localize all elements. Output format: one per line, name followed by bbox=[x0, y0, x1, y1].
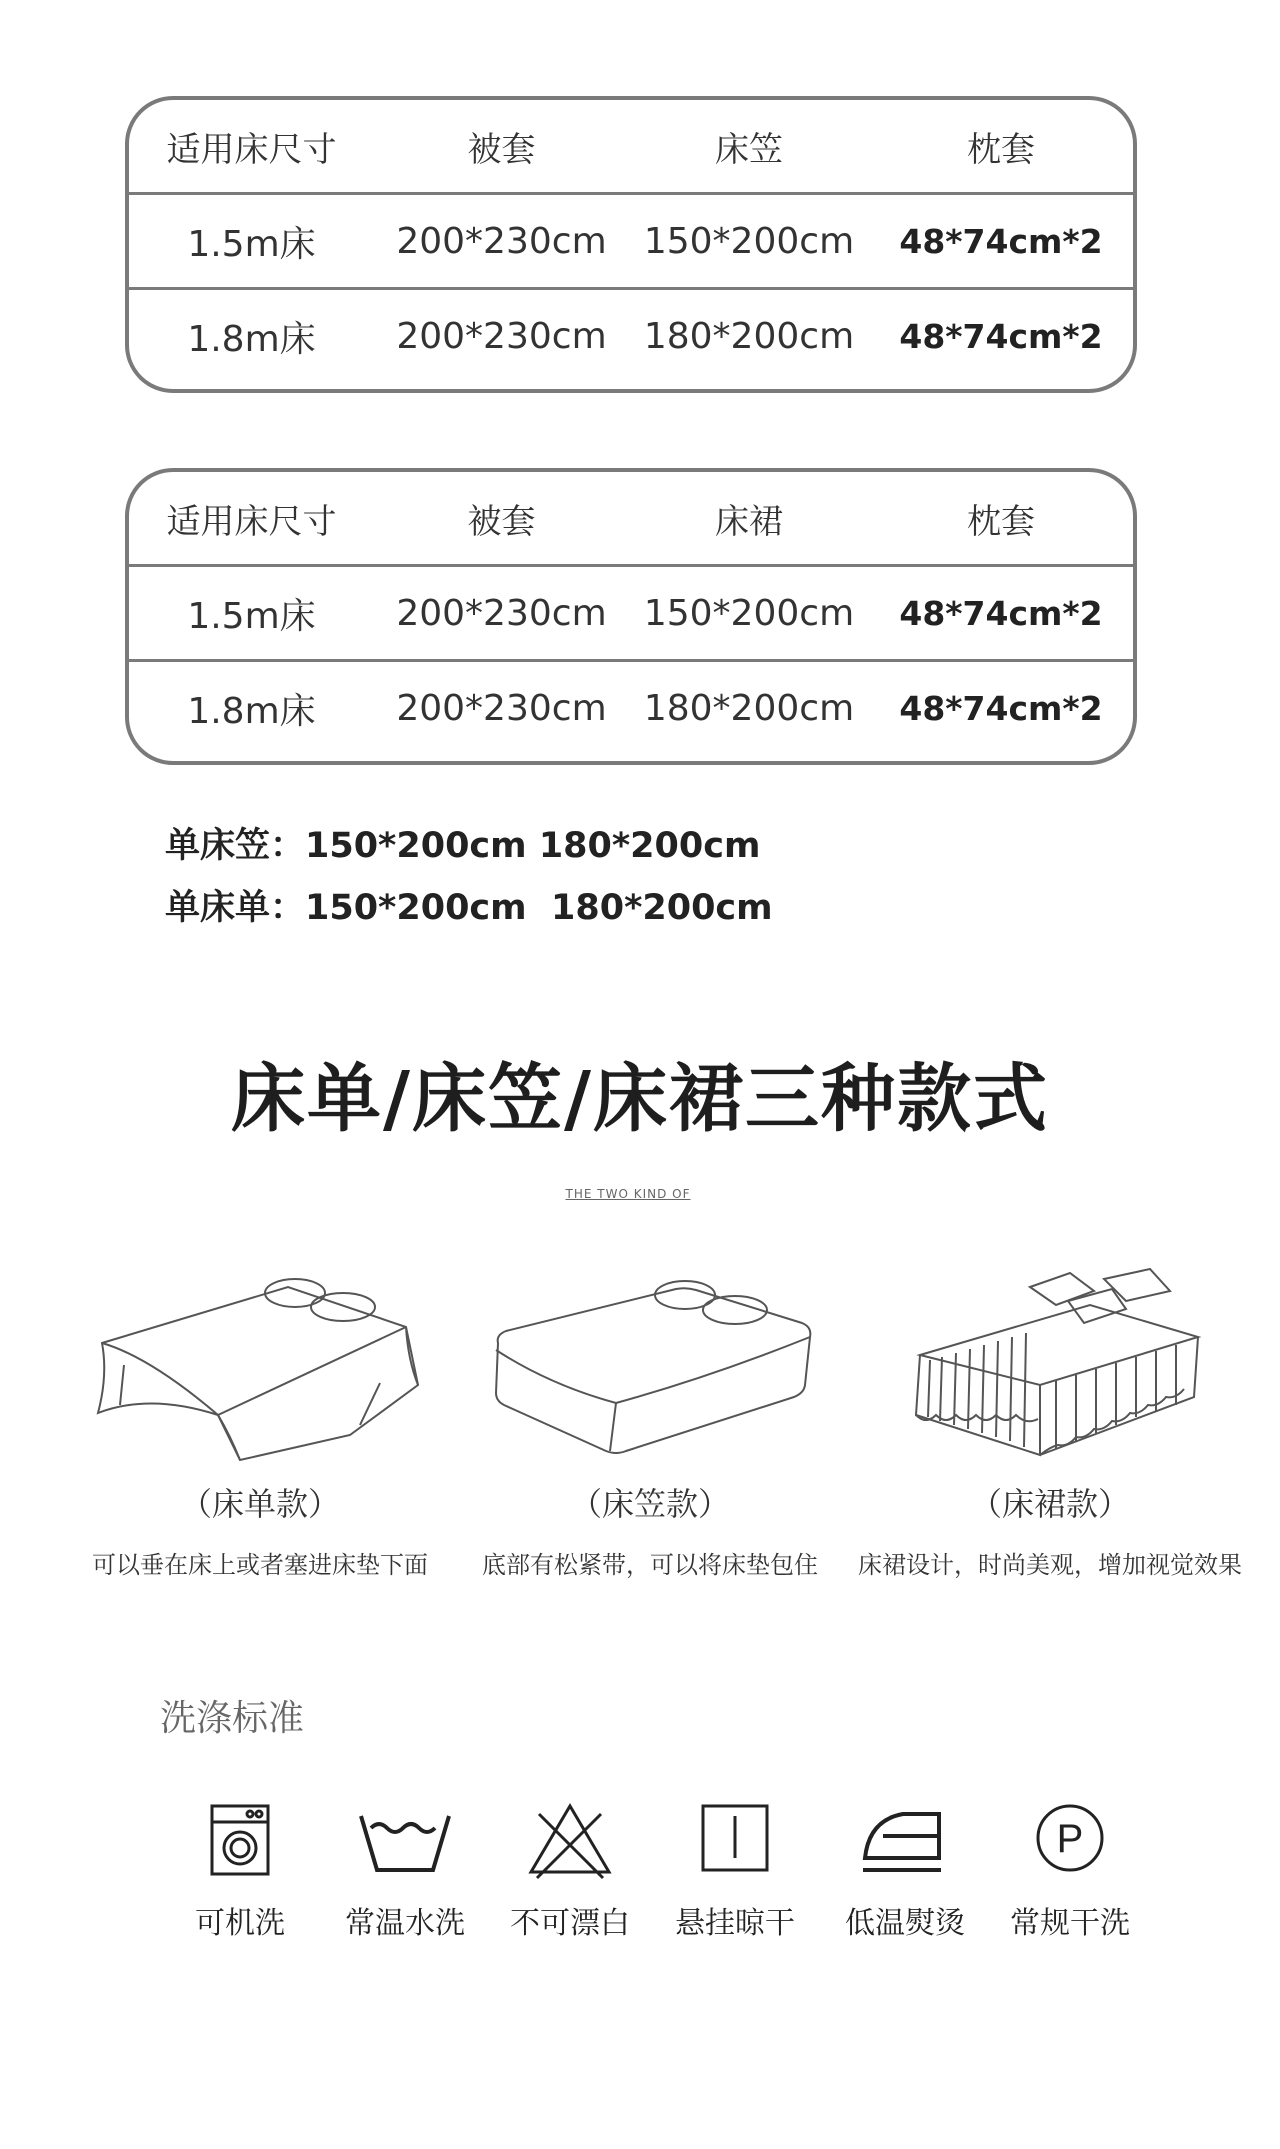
style-name: （床单款） bbox=[179, 1485, 340, 1523]
no-bleach-icon bbox=[525, 1800, 615, 1880]
dry-clean-icon bbox=[1030, 1800, 1110, 1880]
table-header-row bbox=[129, 100, 1133, 192]
style-name: （床裙款） bbox=[969, 1485, 1130, 1523]
table-cell: 48*74cm*2 bbox=[899, 221, 1103, 261]
single-fitted-sizes: 单床笠：150*200cm 180*200cm bbox=[165, 826, 761, 866]
bed-skirt-bed-icon bbox=[880, 1265, 1220, 1465]
single-sheet-sizes: 单床单：150*200cm 180*200cm bbox=[165, 888, 773, 928]
table-cell: 150*200cm bbox=[643, 592, 855, 634]
fitted-sheet-bed-icon bbox=[480, 1265, 820, 1465]
washing-machine-icon bbox=[200, 1800, 280, 1880]
header-cell: 适用床尺寸 bbox=[166, 129, 337, 170]
table-cell: 200*230cm bbox=[396, 687, 607, 729]
header-cell: 床笠 bbox=[715, 129, 783, 170]
table-cell: 1.8m床 bbox=[187, 318, 316, 360]
care-item-no-bleach bbox=[495, 1800, 645, 1942]
care-label: 悬挂晾干 bbox=[675, 1906, 795, 1941]
wash-tub-icon bbox=[355, 1800, 455, 1880]
table-cell: 200*230cm bbox=[396, 592, 607, 634]
style-flat-sheet bbox=[60, 1265, 460, 1580]
table-row bbox=[129, 287, 1133, 382]
table-row bbox=[129, 564, 1133, 659]
header-cell: 枕套 bbox=[967, 501, 1035, 542]
table-cell: 1.5m床 bbox=[187, 595, 316, 637]
size-table-skirt bbox=[125, 468, 1137, 765]
care-item-line-dry bbox=[660, 1800, 810, 1942]
care-item-normal-wash bbox=[330, 1800, 480, 1942]
table-cell: 180*200cm bbox=[643, 687, 855, 729]
table-header-row bbox=[129, 472, 1133, 564]
table-row bbox=[129, 192, 1133, 287]
table-cell: 1.8m床 bbox=[187, 690, 316, 732]
table-cell: 150*200cm bbox=[643, 220, 855, 262]
care-item-low-iron bbox=[830, 1800, 980, 1942]
styles-subtitle: THE TWO KIND OF bbox=[565, 1187, 691, 1201]
care-label: 常规干洗 bbox=[1010, 1906, 1130, 1941]
header-cell: 被套 bbox=[467, 501, 536, 542]
table-row bbox=[129, 659, 1133, 754]
size-table-fitted bbox=[125, 96, 1137, 393]
style-description: 可以垂在床上或者塞进床垫下面 bbox=[92, 1551, 428, 1579]
table-cell: 180*200cm bbox=[643, 315, 855, 357]
style-fitted-sheet bbox=[450, 1265, 850, 1580]
care-item-dry-clean bbox=[995, 1800, 1145, 1942]
low-iron-icon bbox=[855, 1800, 955, 1880]
header-cell: 被套 bbox=[467, 129, 536, 170]
care-label: 常温水洗 bbox=[345, 1906, 465, 1941]
style-bed-skirt bbox=[850, 1265, 1250, 1580]
header-cell: 枕套 bbox=[967, 129, 1035, 170]
table-cell: 48*74cm*2 bbox=[899, 688, 1103, 728]
style-description: 床裙设计，时尚美观，增加视觉效果 bbox=[858, 1551, 1242, 1579]
table-cell: 200*230cm bbox=[396, 315, 607, 357]
styles-title: 床单/床笠/床裙三种款式 bbox=[230, 1056, 1050, 1142]
care-label: 低温熨烫 bbox=[845, 1906, 965, 1941]
care-title: 洗涤标准 bbox=[160, 1698, 305, 1739]
style-name: （床笠款） bbox=[569, 1485, 730, 1523]
flat-sheet-bed-icon bbox=[90, 1265, 430, 1465]
care-label: 不可漂白 bbox=[510, 1906, 630, 1941]
care-item-machine-wash bbox=[165, 1800, 315, 1942]
table-cell: 48*74cm*2 bbox=[899, 593, 1103, 633]
table-cell: 48*74cm*2 bbox=[899, 316, 1103, 356]
svg-text:P: P bbox=[1056, 1817, 1084, 1861]
header-cell: 适用床尺寸 bbox=[166, 501, 337, 542]
care-label: 可机洗 bbox=[195, 1906, 285, 1941]
line-dry-icon bbox=[695, 1800, 775, 1880]
table-cell: 200*230cm bbox=[396, 220, 607, 262]
style-description: 底部有松紧带，可以将床垫包住 bbox=[482, 1551, 818, 1579]
header-cell: 床裙 bbox=[715, 501, 783, 542]
table-cell: 1.5m床 bbox=[187, 223, 316, 265]
